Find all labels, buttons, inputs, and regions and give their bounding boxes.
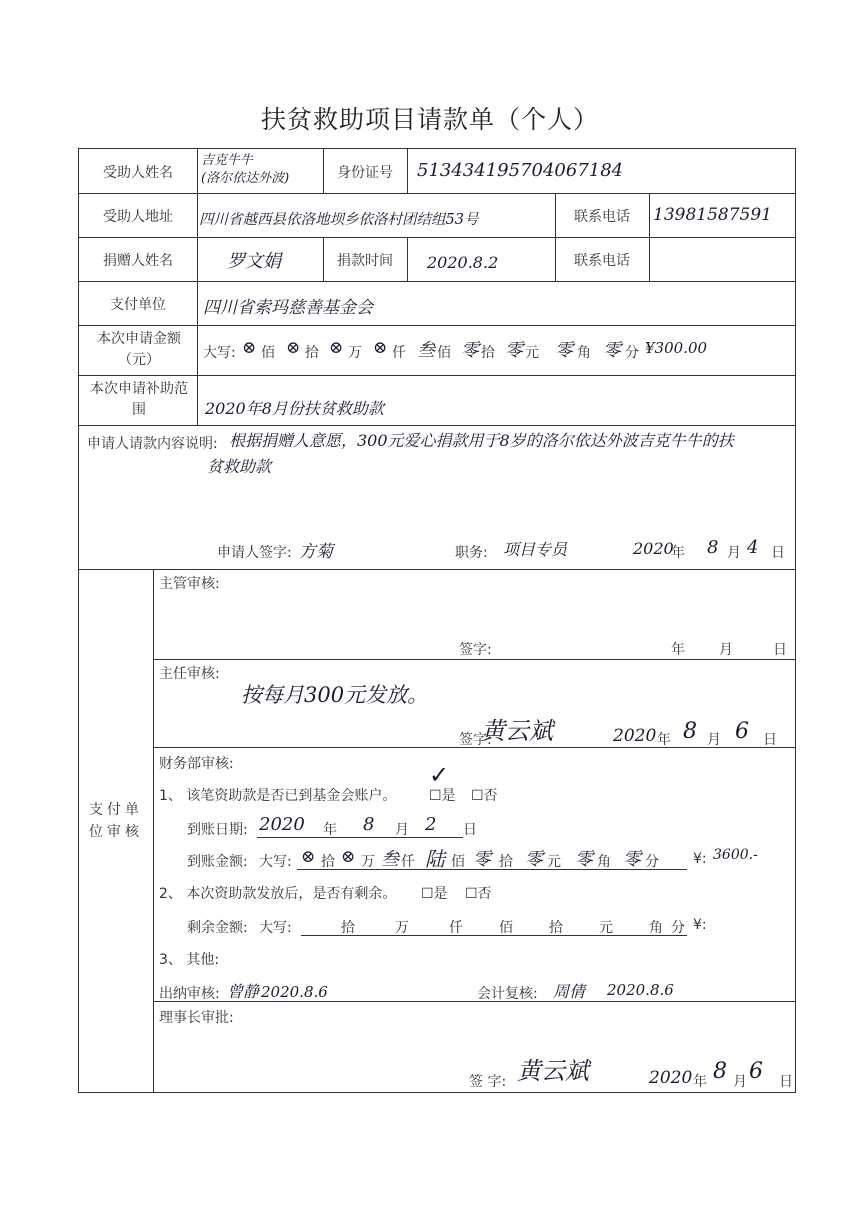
finance-hw-bai: 陆 (425, 847, 445, 871)
director-year: 2020 (613, 726, 657, 746)
applicant-year-label: 年 (671, 545, 685, 561)
finance-date-day: 2 (425, 814, 437, 835)
finance-q1-yes: ☐是 (429, 788, 456, 804)
remain-yen-sign: ¥: (693, 917, 707, 933)
finance-unit-shi: 拾 (321, 854, 335, 870)
finance-unit-wan: 万 (361, 854, 375, 870)
supervisor-label: 主管审核: (159, 576, 220, 592)
finance-hw-jiao: 零 (575, 849, 593, 870)
director-month: 8 (683, 719, 697, 744)
beneficiary-address-value: 四川省越西县依洛地坝乡依洛村团结组53号 (199, 212, 479, 228)
finance-date-day-label: 日 (463, 822, 477, 838)
finance-check-mark: ✓ (429, 761, 450, 789)
finance-date-month-label: 月 (395, 822, 409, 838)
description-line-1: 根据捐赠人意愿，300元爱心捐款用于8岁的洛尔依达外波吉克牛牛的扶 (229, 431, 734, 450)
remain-unit-0: 拾 (341, 920, 355, 936)
director-sign-label: 签字: (459, 732, 492, 748)
payer-value: 四川省索玛慈善基金会 (203, 298, 373, 318)
finance-unit-shi2: 拾 (499, 854, 513, 870)
chairman-month-label: 月 (733, 1074, 747, 1090)
director-label: 主任审核: (159, 666, 220, 682)
applicant-year: 2020 (633, 539, 674, 558)
accountant-signature: 周倩 (553, 982, 586, 1001)
director-day-label: 日 (763, 732, 777, 748)
finance-q2-no: ☐否 (465, 886, 492, 902)
amount-unit-jiao: 角 (577, 345, 591, 361)
chairman-month: 8 (713, 1059, 727, 1084)
remain-label: 剩余金额: (187, 920, 248, 936)
beneficiary-name-label: 受助人姓名 (103, 165, 173, 181)
finance-date-label: 到账日期: (187, 822, 248, 838)
finance-yen-sign: ¥: (693, 851, 707, 867)
amount-circle-4: ⊗ (373, 338, 388, 358)
director-year-label: 年 (657, 732, 671, 748)
amount-circle-1: ⊗ (242, 338, 257, 358)
finance-unit-yuan: 元 (547, 854, 561, 870)
remain-unit-2: 仟 (449, 920, 463, 936)
applicant-role-value: 项目专员 (503, 540, 568, 559)
supervisor-year-label: 年 (671, 642, 685, 658)
finance-q1-no: ☐否 (471, 788, 498, 804)
director-month-label: 月 (707, 732, 721, 748)
chairman-day-label: 日 (779, 1074, 793, 1090)
amount-unit-shi: 拾 (305, 345, 319, 361)
chairman-year-label: 年 (693, 1074, 707, 1090)
supervisor-day-label: 日 (773, 642, 787, 658)
director-signature: 黄云斌 (481, 717, 553, 745)
remain-daxie: 大写: (259, 920, 292, 936)
amount-daxie-label: 大写: (203, 345, 236, 361)
payer-label: 支付单位 (110, 297, 166, 313)
finance-amount-label: 到账金额: (187, 854, 248, 870)
beneficiary-name-value: 吉克牛牛 (洛尔依达外波) (201, 153, 290, 186)
beneficiary-phone-value: 13981587591 (653, 205, 772, 225)
remain-unit-6: 角 (649, 920, 663, 936)
applicant-sign-value: 方菊 (299, 542, 333, 562)
chairman-signature: 黄云斌 (517, 1057, 589, 1085)
applicant-sign-label: 申请人签字: (217, 545, 292, 561)
supervisor-sign-label: 签字: (459, 642, 492, 658)
scope-label: 本次申请补助范围 (90, 381, 188, 418)
applicant-role-label: 职务: (455, 545, 488, 561)
remain-unit-5: 元 (599, 920, 613, 936)
donor-name-label: 捐赠人姓名 (103, 253, 173, 269)
remain-unit-4: 拾 (549, 920, 563, 936)
amount-circle-3: ⊗ (329, 338, 344, 358)
amount-circle-2: ⊗ (286, 338, 301, 358)
description-line-2: 贫救助款 (207, 457, 272, 476)
amount-hw-jiao: 零 (555, 340, 573, 361)
finance-figure: 3600.- (713, 847, 758, 863)
finance-q2: 2、 本次资助款发放后，是否有剩余。 (159, 886, 397, 902)
donor-name-value: 罗文娟 (227, 251, 281, 272)
cashier-date: 2020.8.6 (261, 983, 328, 1001)
finance-hw-shi: 零 (473, 849, 491, 870)
applicant-month-label: 月 (727, 545, 741, 561)
supervisor-month-label: 月 (719, 642, 733, 658)
amount-unit-bai2: 佰 (437, 345, 451, 361)
form-title: 扶贫救助项目请款单（个人） (260, 105, 599, 134)
cashier-label: 出纳审核: (159, 986, 220, 1002)
finance-q2-yes: ☐是 (421, 886, 448, 902)
finance-q3: 3、 其他: (159, 952, 220, 968)
amount-unit-yuan: 元 (525, 345, 539, 361)
applicant-day-label: 日 (771, 545, 785, 561)
amount-unit-bai: 佰 (261, 345, 275, 361)
cashier-signature: 曾静 (227, 982, 260, 1001)
director-day: 6 (735, 719, 749, 744)
finance-hw-yuan: 零 (525, 849, 543, 870)
amount-unit-wan: 万 (348, 345, 362, 361)
director-comment: 按每月300元发放。 (241, 683, 429, 707)
remain-unit-7: 分 (671, 920, 685, 936)
finance-date-month: 8 (363, 814, 375, 835)
donor-phone-label: 联系电话 (574, 253, 630, 269)
finance-date-year: 2020 (259, 814, 305, 835)
donation-time-label: 捐款时间 (337, 253, 393, 269)
accountant-date: 2020.8.6 (607, 981, 674, 999)
chairman-day: 6 (749, 1059, 763, 1084)
description-label: 申请人请款内容说明: (87, 436, 218, 452)
side-label: 支付单位审核 (89, 802, 143, 840)
amount-hw-fen: 零 (603, 340, 621, 361)
amount-figure: ¥300.00 (645, 339, 708, 357)
accountant-label: 会计复核: (477, 986, 538, 1002)
donation-time-value: 2020.8.2 (427, 253, 499, 272)
finance-circle-1: ⊗ (301, 847, 316, 867)
amount-hw-shi: 零 (461, 340, 479, 361)
beneficiary-address-label: 受助人地址 (103, 209, 173, 225)
amount-unit-fen: 分 (625, 345, 639, 361)
amount-unit-shi2: 拾 (481, 345, 495, 361)
amount-hw-qian: 叁 (417, 340, 435, 361)
finance-hw-fen: 零 (623, 849, 641, 870)
finance-unit-qian: 仟 (401, 854, 415, 870)
finance-label: 财务部审核: (159, 756, 234, 772)
applicant-month: 8 (707, 537, 719, 558)
remain-unit-3: 佰 (499, 920, 513, 936)
finance-amount-daxie: 大写: (259, 854, 292, 870)
chairman-year: 2020 (649, 1068, 693, 1088)
beneficiary-phone-label: 联系电话 (574, 209, 630, 225)
chairman-sign-label: 签 字: (469, 1074, 507, 1090)
finance-unit-fen: 分 (645, 854, 659, 870)
finance-unit-bai: 佰 (451, 854, 465, 870)
applicant-day: 4 (747, 537, 759, 558)
finance-unit-jiao: 角 (597, 854, 611, 870)
amount-hw-yuan: 零 (505, 340, 523, 361)
chairman-label: 理事长审批: (159, 1010, 234, 1026)
remain-unit-1: 万 (395, 920, 409, 936)
scope-value: 2020年8月份扶贫救助款 (205, 399, 384, 418)
amount-unit-qian: 仟 (392, 345, 406, 361)
finance-date-year-label: 年 (323, 822, 337, 838)
amount-label: 本次申请金额（元） (97, 331, 181, 368)
finance-circle-2: ⊗ (341, 847, 356, 867)
id-number-value: 513434195704067184 (417, 160, 624, 181)
id-number-label: 身份证号 (337, 165, 393, 181)
request-form (78, 148, 796, 1093)
finance-q1: 1、 该笔资助款是否已到基金会账户。 (159, 788, 397, 804)
finance-hw-qian: 叁 (381, 849, 399, 870)
